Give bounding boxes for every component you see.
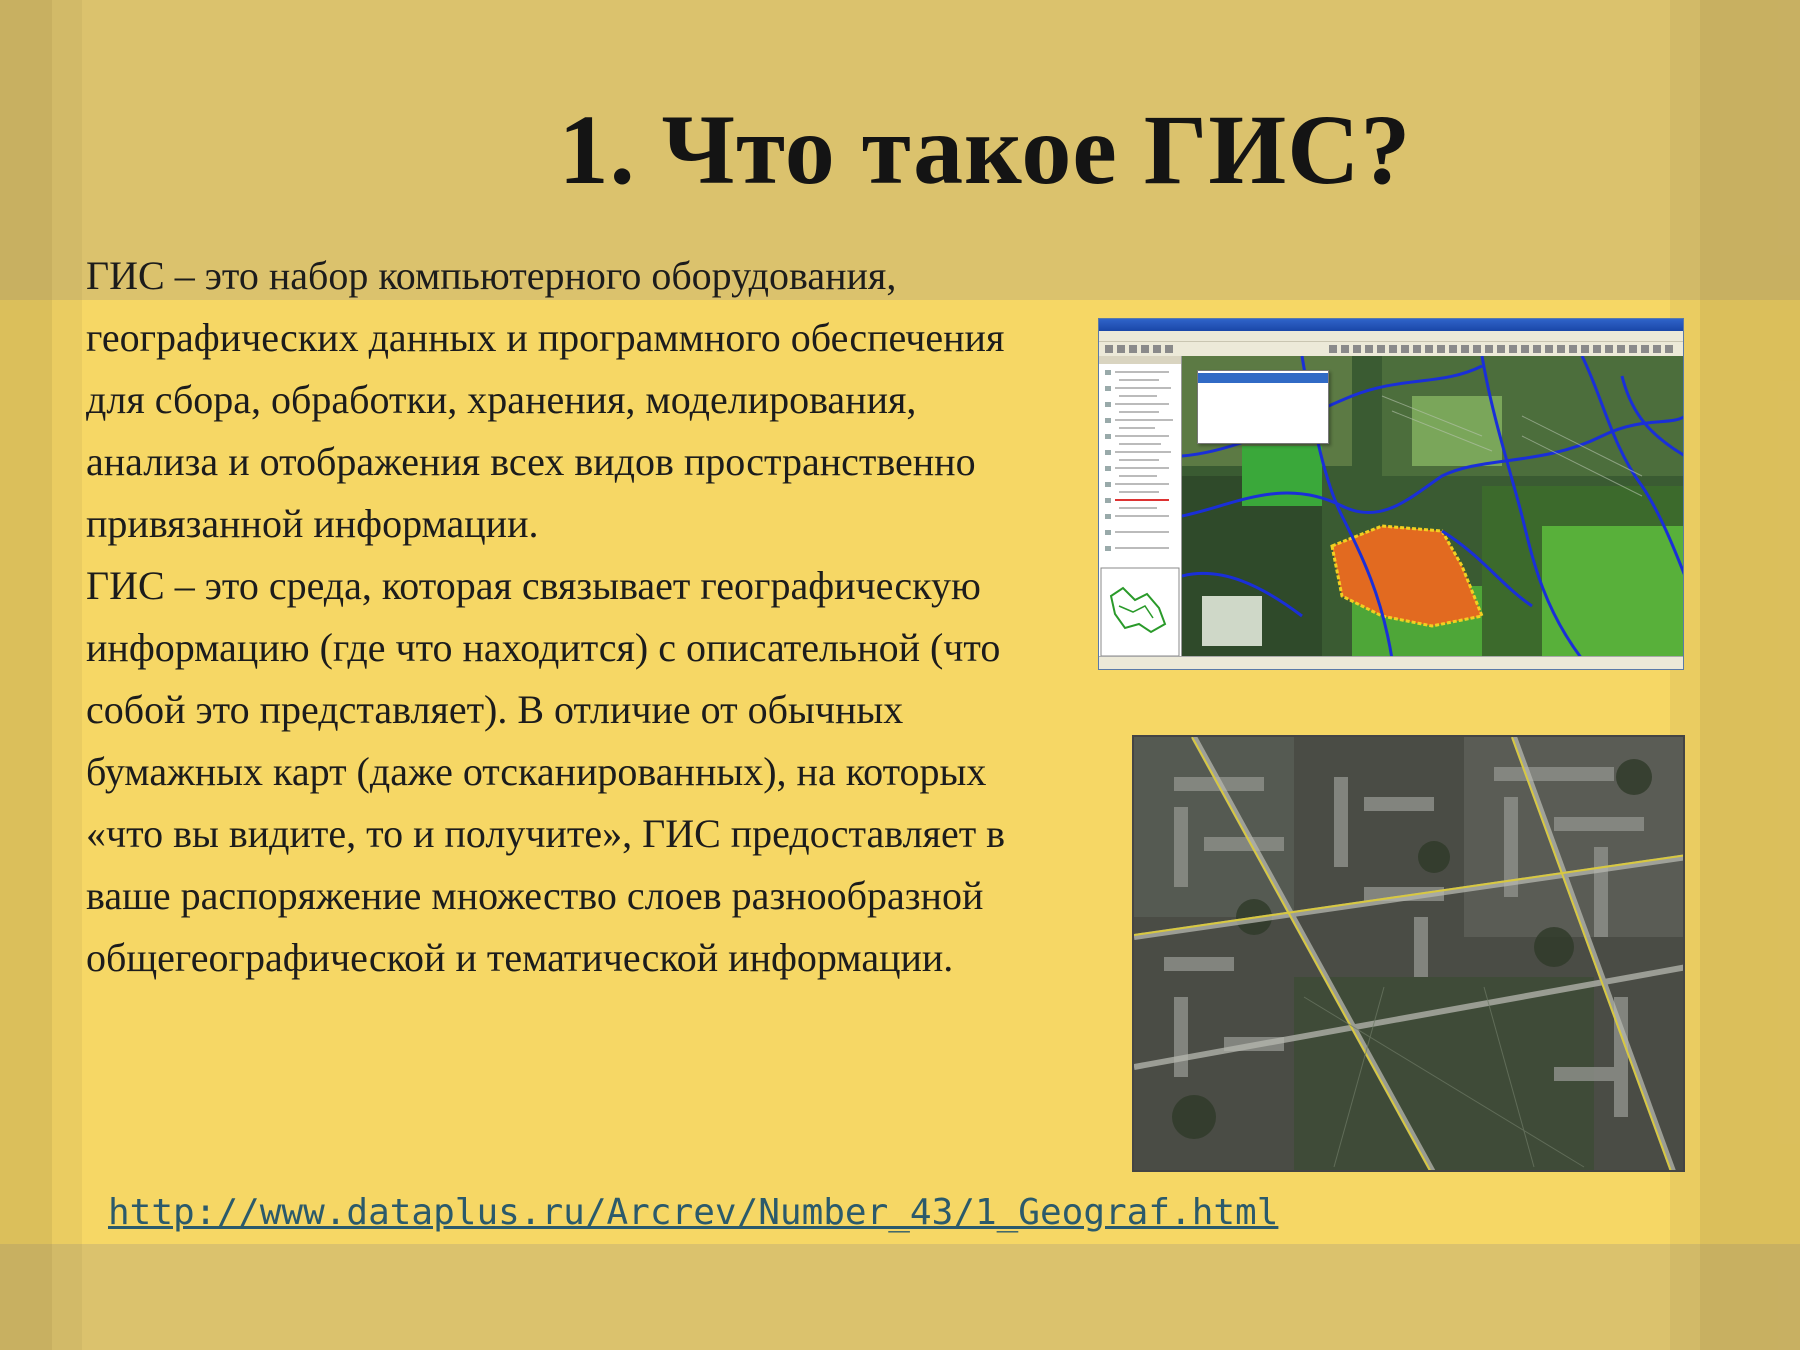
aerial-photo-render — [1134, 737, 1685, 1172]
gis-window-body — [1099, 356, 1684, 659]
gis-layer-tree — [1099, 356, 1181, 659]
gis-window-titlebar — [1099, 319, 1683, 331]
gis-layer-panel — [1099, 356, 1182, 659]
source-link[interactable]: http://www.dataplus.ru/Arcrev/Number_43/1_Geograf.html — [108, 1192, 1279, 1233]
gis-window-menubar — [1099, 331, 1683, 342]
paragraph-definition: ГИС – это набор компьютерного оборудования, географических данных и программного обеспечения для сбора, обработки, хранения, моделирования, анализа и отображения всех видов пространственно привязанной информации. — [86, 253, 1005, 546]
slide-body — [86, 245, 1046, 989]
gis-menu-highlight — [1198, 373, 1328, 383]
gis-menu-dropdown — [1197, 370, 1329, 444]
gis-statusbar — [1099, 656, 1684, 669]
slide-title: 1. Что такое ГИС? — [558, 94, 1412, 205]
aerial-photo — [1132, 735, 1685, 1172]
gis-window-toolbar — [1099, 342, 1683, 357]
gis-toolbar-icons — [1099, 342, 1684, 356]
gis-screenshot — [1098, 318, 1684, 670]
paragraph-environment: ГИС – это среда, которая связывает географическую информацию (где что находится) с описательной (что собой это представляет). В отличие от обычных бумажных карт (даже отсканированных), на которых «что вы видите, то и получите», ГИС предоставляет в ваше распоряжение множество слоев разнообразной общегеографической и тематической информации. — [86, 563, 1006, 980]
background-bottom-band — [0, 1244, 1800, 1350]
